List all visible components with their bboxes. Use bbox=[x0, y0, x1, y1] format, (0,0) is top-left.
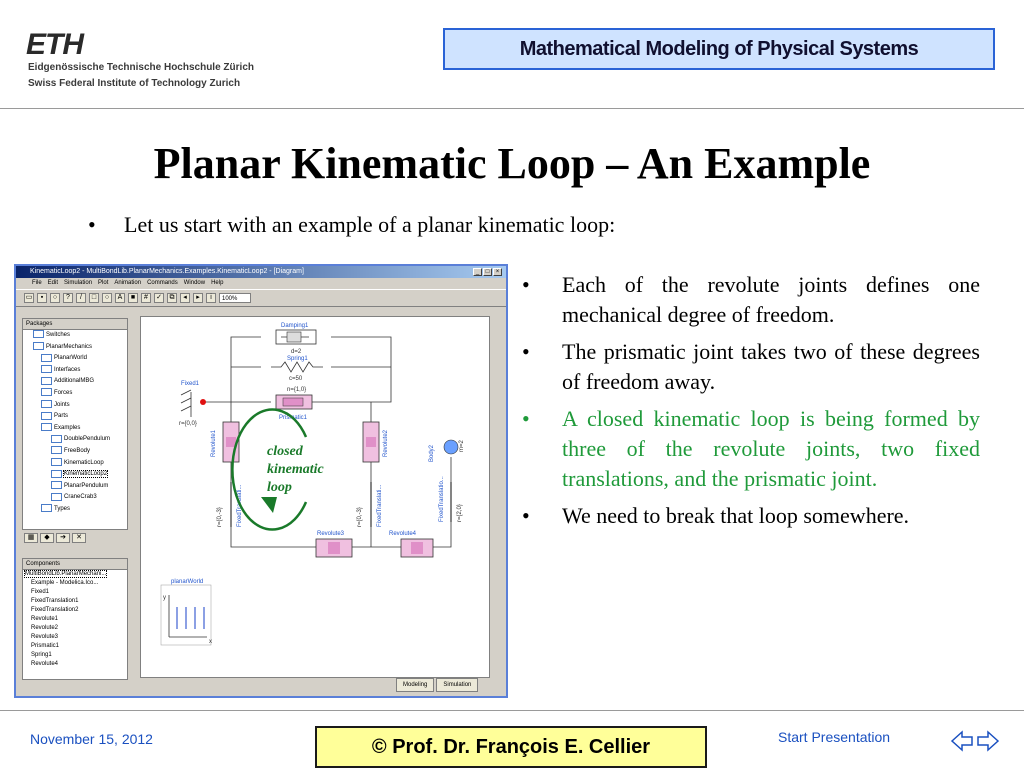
save-icon[interactable]: ▪ bbox=[37, 293, 47, 303]
ellipse-icon[interactable]: ○ bbox=[102, 293, 112, 303]
close-icon[interactable]: × bbox=[493, 268, 502, 276]
tree-parts[interactable]: Parts bbox=[23, 411, 127, 423]
eth-logo bbox=[26, 28, 96, 63]
comp-revolute2[interactable]: Revolute2 bbox=[31, 625, 59, 631]
spring1-param: c=50 bbox=[289, 376, 303, 382]
bullet-marker: • bbox=[522, 272, 530, 297]
loop-label-line2: kinematic bbox=[267, 462, 324, 477]
bullet-text: We need to break that loop somewhere. bbox=[562, 503, 910, 528]
loop-arrowhead bbox=[261, 497, 277, 513]
fixed1-label: Fixed1 bbox=[181, 381, 200, 387]
comp-revolute3[interactable]: Revolute3 bbox=[31, 634, 59, 640]
prismatic1-param: n={1,0} bbox=[287, 387, 307, 393]
fixedtranslation3-param: r={2,0} bbox=[457, 504, 463, 522]
svg-text:ETH: ETH bbox=[26, 28, 83, 58]
tab-modeling[interactable]: Modeling bbox=[396, 678, 434, 692]
grid-icon[interactable]: # bbox=[141, 293, 151, 303]
tree-forces[interactable]: Forces bbox=[23, 388, 127, 400]
comp-prismatic1[interactable]: Prismatic1 bbox=[31, 643, 60, 649]
body2-label: Body2 bbox=[429, 444, 435, 462]
bullet-marker: • bbox=[522, 503, 530, 528]
nav-forward-icon[interactable]: ➔ bbox=[56, 533, 70, 543]
info-icon[interactable]: i bbox=[206, 293, 216, 303]
prev-arrow-icon[interactable] bbox=[952, 732, 972, 750]
tree-joints[interactable]: Joints bbox=[23, 400, 127, 412]
dymola-window bbox=[14, 264, 508, 698]
nav-arrows bbox=[950, 729, 1000, 758]
tree-kinematicloop[interactable]: KinematicLoop bbox=[23, 458, 127, 470]
tab-simulation[interactable]: Simulation bbox=[436, 678, 478, 692]
body2-component bbox=[444, 440, 458, 454]
browser-nav bbox=[22, 532, 128, 544]
tree-examples[interactable]: Examples bbox=[23, 423, 127, 435]
comp-fixed1[interactable]: Fixed1 bbox=[31, 589, 50, 595]
check-icon[interactable]: ✓ bbox=[154, 293, 164, 303]
damping1-component bbox=[276, 330, 316, 344]
back-icon[interactable]: ◂ bbox=[180, 293, 190, 303]
open-icon[interactable]: ▭ bbox=[25, 294, 33, 301]
minimize-icon[interactable]: _ bbox=[473, 268, 482, 276]
planarworld-component bbox=[161, 585, 211, 645]
intro-bullet-marker: • bbox=[88, 212, 96, 237]
comp-example[interactable]: Example - Modelica.Ico... bbox=[31, 580, 99, 586]
comp-revolute4[interactable]: Revolute4 bbox=[31, 661, 59, 667]
comp-revolute1[interactable]: Revolute1 bbox=[31, 616, 59, 622]
diagram-canvas[interactable] bbox=[140, 316, 490, 678]
body2-param: m=2 bbox=[459, 440, 465, 452]
fixedtranslation3-label: FixedTranslatio... bbox=[439, 476, 445, 522]
search-icon[interactable]: ○ bbox=[50, 293, 60, 303]
footer-divider bbox=[0, 710, 1024, 711]
revolute2-label: Revolute2 bbox=[383, 429, 389, 457]
grid-view-icon[interactable]: ▦ bbox=[24, 533, 38, 543]
menu-bar bbox=[16, 278, 506, 289]
toolbar bbox=[16, 289, 506, 307]
bullet-item bbox=[522, 501, 980, 531]
help-icon[interactable]: ? bbox=[63, 293, 73, 303]
comp-fixedtranslation1[interactable]: FixedTranslation1 bbox=[31, 598, 79, 604]
footer-date: November 15, 2012 bbox=[30, 731, 153, 747]
loop-label-line3: loop bbox=[267, 480, 292, 495]
comp-spring1[interactable]: Spring1 bbox=[31, 652, 52, 658]
bullet-item-highlighted bbox=[522, 404, 980, 494]
start-presentation-link[interactable]: Start Presentation bbox=[778, 729, 891, 745]
institution-name-en: Swiss Federal Institute of Technology Zurich bbox=[28, 78, 241, 89]
bullet-text: Each of the revolute joints defines one mechanical degree of freedom. bbox=[562, 272, 980, 327]
dymola-titlebar bbox=[16, 266, 506, 278]
menu-window[interactable]: Window bbox=[183, 280, 206, 286]
bullet-text: The prismatic joint takes two of these degrees of freedom away. bbox=[562, 339, 980, 394]
loop-label-line1: closed bbox=[267, 444, 303, 459]
bullet-marker: • bbox=[522, 339, 530, 364]
planarworld-axis-x: x bbox=[209, 639, 212, 645]
dymola-title: KinematicLoop2 - MultiBondLib.PlanarMechanics.Examples.KinematicLoop2 - [Diagram] bbox=[30, 268, 304, 275]
tree-freebody[interactable]: FreeBody bbox=[23, 446, 127, 458]
spring1-label: Spring1 bbox=[287, 356, 308, 362]
revolute4-label: Revolute4 bbox=[389, 531, 417, 537]
institution-name-de: Eidgenössische Technische Hochschule Zürich bbox=[28, 62, 254, 73]
copy-icon[interactable]: ⧉ bbox=[167, 293, 177, 303]
comp-fixedtranslation2[interactable]: FixedTranslation2 bbox=[31, 607, 79, 613]
planarworld-axis-y: y bbox=[163, 595, 166, 601]
damping1-param: d=2 bbox=[291, 349, 302, 355]
nav-close-icon[interactable]: ✕ bbox=[72, 533, 86, 543]
bullet-marker: • bbox=[522, 406, 530, 431]
menu-commands[interactable]: Commands bbox=[147, 280, 178, 286]
menu-edit[interactable]: Edit bbox=[47, 280, 59, 286]
course-title: Mathematical Modeling of Physical Systems bbox=[443, 28, 995, 70]
intro-bullet bbox=[88, 212, 615, 238]
tree-interfaces[interactable]: Interfaces bbox=[23, 365, 127, 377]
tree-kinematicloop2[interactable]: KinematicLoop2 bbox=[23, 469, 127, 481]
bullet-item bbox=[522, 337, 980, 397]
bullet-list bbox=[522, 270, 980, 538]
rectangle-icon[interactable]: □ bbox=[89, 293, 99, 303]
maximize-icon[interactable]: □ bbox=[483, 268, 492, 276]
menu-help[interactable]: Help bbox=[211, 280, 224, 286]
planarworld-label: planarWorld bbox=[171, 579, 204, 585]
menu-file[interactable]: File bbox=[32, 280, 42, 286]
tree-switches[interactable]: Switches bbox=[23, 330, 127, 342]
zoom-select[interactable]: 100% bbox=[219, 293, 251, 303]
revolute1-label: Revolute1 bbox=[211, 429, 217, 457]
author-credit: © Prof. Dr. François E. Cellier bbox=[315, 726, 707, 768]
tree-cranecrab3[interactable]: CraneCrab3 bbox=[23, 492, 127, 504]
fixed1-port bbox=[200, 399, 206, 405]
forward-icon[interactable]: ▸ bbox=[193, 293, 203, 303]
menu-simulation[interactable]: Simulation bbox=[64, 280, 93, 286]
packages-header: Packages bbox=[23, 319, 127, 330]
prismatic1-label: Prismatic1 bbox=[279, 415, 308, 421]
intro-text: Let us start with an example of a planar kinematic loop: bbox=[124, 212, 616, 237]
bullet-item bbox=[522, 270, 980, 330]
tree-types[interactable]: Types bbox=[23, 504, 127, 516]
next-arrow-icon[interactable] bbox=[978, 732, 998, 750]
mode-tabs bbox=[396, 678, 478, 692]
nav-back-icon[interactable]: ◆ bbox=[40, 533, 54, 543]
tree-planarpendulum[interactable]: PlanarPendulum bbox=[23, 481, 127, 493]
tree-additionalmbg[interactable]: AdditionalMBG bbox=[23, 376, 127, 388]
text-icon[interactable]: A bbox=[115, 293, 125, 303]
fixedtranslation1-param: r={0,-3} bbox=[217, 507, 223, 527]
packages-panel bbox=[22, 318, 128, 530]
menu-plot[interactable]: Plot bbox=[98, 280, 109, 286]
components-panel bbox=[22, 558, 128, 680]
components-header: Components bbox=[23, 559, 127, 570]
damping1-label: Damping1 bbox=[281, 323, 309, 329]
tree-planarmechanics[interactable]: PlanarMechanics bbox=[23, 342, 127, 354]
line-icon[interactable]: / bbox=[76, 293, 86, 303]
comp-root[interactable]: MultiBondLib.PlanarMechani... bbox=[25, 571, 107, 577]
fixedtranslation2-param: r={0,-3} bbox=[357, 507, 363, 527]
revolute3-label: Revolute3 bbox=[317, 531, 345, 537]
fixedtranslation2-label: FixedTranslati... bbox=[377, 484, 383, 527]
tree-planarworld[interactable]: PlanarWorld bbox=[23, 353, 127, 365]
fixed1-component bbox=[181, 390, 191, 417]
tree-doublependulum[interactable]: DoublePendulum bbox=[23, 434, 127, 446]
menu-animation[interactable]: Animation bbox=[114, 280, 142, 286]
fill-color-icon[interactable]: ■ bbox=[128, 293, 138, 303]
spring1-icon bbox=[271, 362, 323, 372]
fixedtranslation1-label: FixedTranslati... bbox=[237, 484, 243, 527]
fixed1-param: r={0,0} bbox=[179, 421, 197, 427]
header-divider bbox=[0, 108, 1024, 109]
bullet-text: A closed kinematic loop is being formed by three of the revolute joints, two fixed translations, and the prismatic joint. bbox=[562, 406, 980, 491]
slide-title: Planar Kinematic Loop – An Example bbox=[153, 139, 871, 188]
